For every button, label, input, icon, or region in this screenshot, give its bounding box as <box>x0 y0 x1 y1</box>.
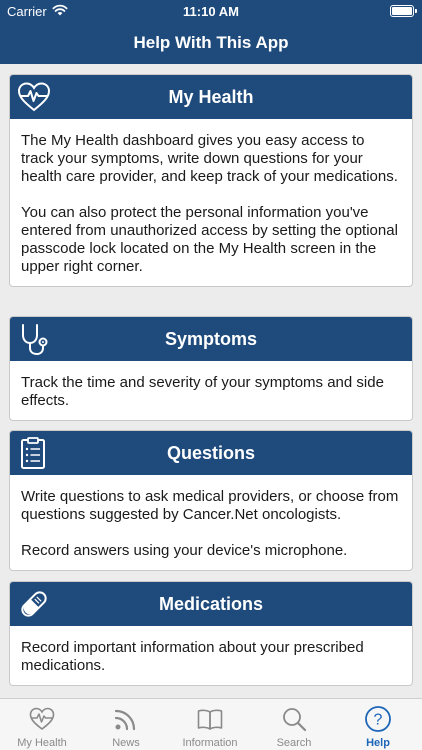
battery-icon <box>390 5 414 17</box>
book-icon <box>196 705 224 733</box>
tab-label: Information <box>182 737 238 749</box>
card-title: Medications <box>158 594 264 614</box>
help-card-my-health <box>9 74 413 287</box>
card-body <box>10 626 412 685</box>
card-paragraph: Write questions to ask medical providers, or choose from questions suggested by Cancer.Net oncologists. <box>21 488 399 523</box>
status-bar <box>0 0 422 22</box>
help-card-questions <box>9 430 413 571</box>
tab-bar <box>0 698 422 750</box>
page-title: Help With This App <box>133 33 289 52</box>
tab-news[interactable] <box>84 699 168 750</box>
rss-icon <box>112 705 140 733</box>
card-body <box>10 361 412 420</box>
top-bar <box>0 0 422 64</box>
card-body <box>10 119 412 286</box>
tab-help[interactable] <box>336 699 420 750</box>
card-header <box>10 317 412 361</box>
heart-pulse-icon <box>28 705 56 733</box>
carrier-label: Carrier <box>7 4 47 19</box>
card-title: Questions <box>166 443 255 463</box>
card-paragraph: Record answers using your device's microphone. <box>21 542 348 559</box>
card-body <box>10 475 412 570</box>
card-header <box>10 582 412 626</box>
question-circle-icon <box>364 705 392 733</box>
card-paragraph: You can also protect the personal information you've entered from unauthorized access by setting the optional passcode lock located on the My Health screen in the upper right corner. <box>21 204 398 275</box>
card-paragraph: Track the time and severity of your symptoms and side effects. <box>21 374 384 409</box>
card-paragraph: Record important information about your prescribed medications. <box>21 639 364 674</box>
help-content[interactable] <box>0 64 422 698</box>
tab-information[interactable] <box>168 699 252 750</box>
tab-label: Help <box>366 737 390 749</box>
help-card-medications <box>9 581 413 686</box>
tab-label: Search <box>276 737 312 749</box>
search-icon <box>280 705 308 733</box>
card-title: My Health <box>168 87 254 107</box>
svg-text:?: ? <box>373 711 383 729</box>
help-card-symptoms <box>9 316 413 421</box>
card-paragraph: The My Health dashboard gives you easy access to track your symptoms, write down questions for your health care provider, and keep track of your medications. <box>21 132 398 185</box>
card-header <box>10 75 412 119</box>
card-title: Symptoms <box>164 329 258 349</box>
clock: 11:10 AM <box>183 4 239 19</box>
card-header <box>10 431 412 475</box>
tab-label: My Health <box>17 737 67 749</box>
tab-label: News <box>112 737 140 749</box>
tab-my-health[interactable] <box>0 699 84 750</box>
tab-search[interactable] <box>252 699 336 750</box>
